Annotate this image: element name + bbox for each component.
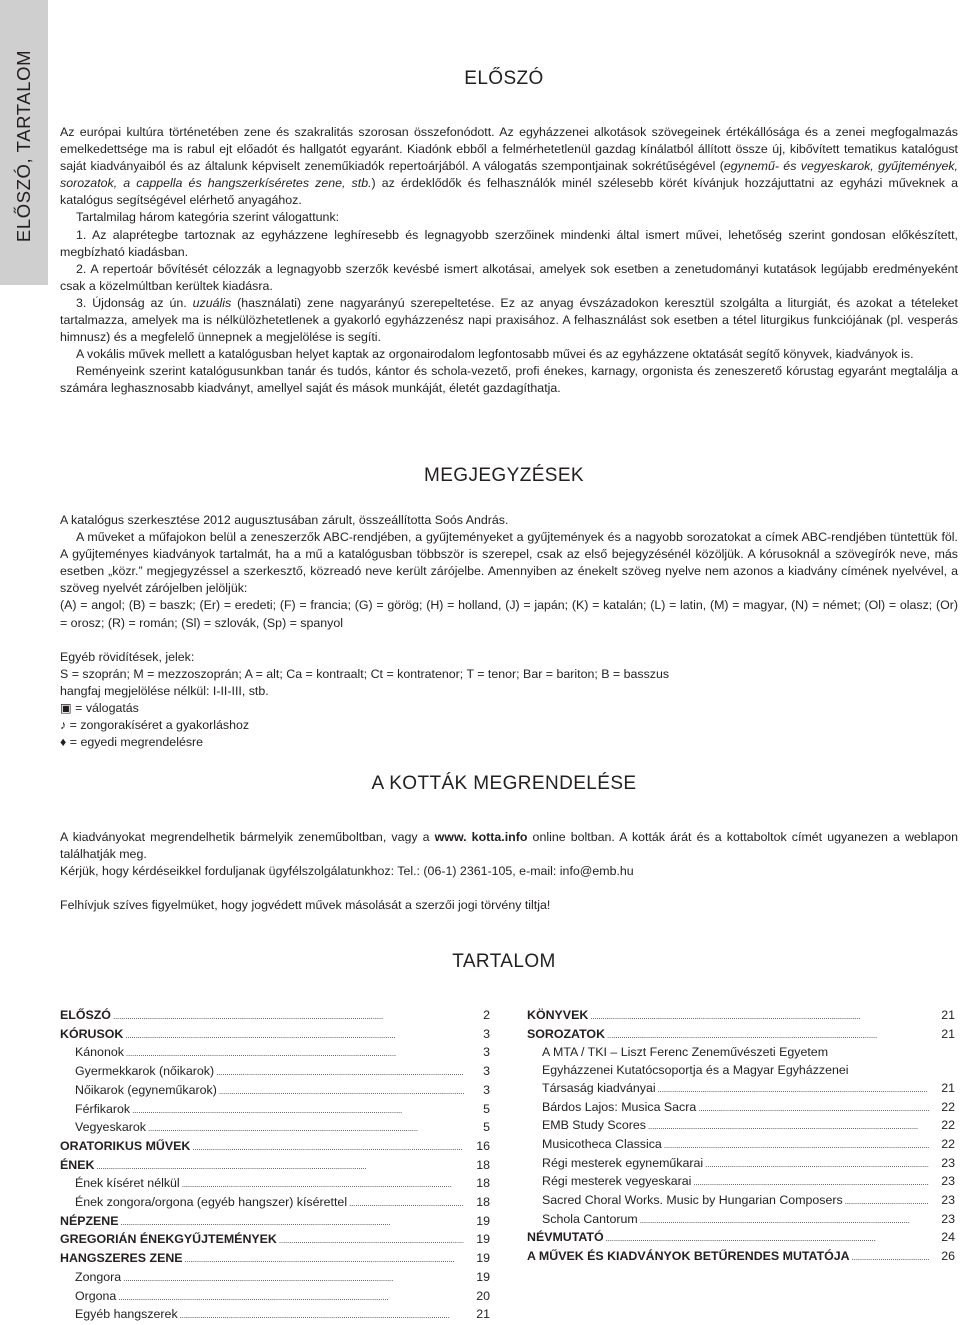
toc-page-number: 19 — [476, 1251, 490, 1266]
toc-entry-label: Gyermekkarok (nőikarok) — [75, 1064, 215, 1079]
megjegyzesek-heading: MEGJEGYZÉSEK — [423, 465, 584, 486]
toc-entry-label: KÖNYVEK — [527, 1008, 589, 1022]
notes-paragraph: hangfaj megjelölése nélkül: I-II-III, stb. — [60, 683, 269, 698]
toc-page-number: 22 — [941, 1118, 955, 1133]
toc-page-number: 26 — [941, 1249, 955, 1264]
toc-entry[interactable] — [527, 1007, 955, 1026]
toc-leader-dots — [664, 1136, 929, 1155]
eloszo-paragraph: Reményeink szerint katalógusunkban tanár és tudós, kántor és schola-vezető, profi énekes, karnagy, orgonista és zeneszerető kórustag egyaránt megtalálja a számára leghasznosabb kiadványt, amellyel saját és mások munkáját, életét gazdagíthatja. — [60, 364, 958, 396]
toc-page-number: 19 — [476, 1213, 490, 1228]
eloszo-paragraph: 1. Az alaprétegbe tartoznak az egyházzene leghíresebb és legnagyobb szerzőinek mindenki által ismert művei, lehetőség szerint gondosan előkészített, megbízható kiadásban. — [60, 227, 958, 259]
toc-page-number: 5 — [483, 1101, 490, 1116]
toc-entry-label: EMB Study Scores — [542, 1118, 646, 1133]
toc-leader-dots — [640, 1211, 929, 1230]
section-tab-label: ELŐSZÓ, TARTALOM — [13, 49, 34, 243]
toc-page-number: 22 — [941, 1099, 955, 1114]
toc-entry-label: Bárdos Lajos: Musica Sacra — [542, 1099, 697, 1114]
toc-entry-label: Régi mesterek vegyeskarai — [542, 1174, 692, 1189]
contact-paragraph: Kérjük, hogy kérdéseikkel forduljanak ügyfélszolgálatunkhoz: Tel.: (06-1) 2361-105, e-mail: info@emb.hu — [60, 864, 634, 879]
rendeles-body — [60, 829, 958, 914]
copyright-notice: Felhívjuk szíves figyelmüket, hogy jogvédett művek másolását a szerzői jogi törvény tiltja! — [60, 898, 551, 913]
toc-entry-label: GREGORIÁN ÉNEKGYŰJTEMÉNYEK — [60, 1232, 277, 1247]
toc-leader-dots — [118, 1288, 464, 1307]
toc-leader-dots — [126, 1044, 464, 1063]
toc-entry-label: SOROZATOK — [527, 1026, 606, 1041]
toc-page-number: 19 — [476, 1232, 490, 1247]
toc-entry[interactable] — [60, 1063, 490, 1082]
eloszo-paragraph: A vokális művek mellett a katalógusban helyet kaptak az orgonairodalom legfontosabb művei és az egyházzene oktatását segítő könyvek, kiadványok is. — [76, 347, 914, 362]
toc-leader-dots — [693, 1173, 929, 1192]
toc-leader-dots — [606, 1229, 929, 1248]
toc-leader-dots — [96, 1157, 464, 1176]
toc-leader-dots — [590, 1007, 929, 1026]
toc-entry[interactable] — [60, 1101, 490, 1120]
toc-entry[interactable] — [527, 1173, 955, 1192]
toc-page-number: 21 — [476, 1307, 490, 1322]
toc-leader-dots — [648, 1117, 929, 1136]
notes-paragraph: Egyéb rövidítések, jelek: — [60, 649, 195, 664]
order-paragraph: A kiadványokat megrendelhetik bármelyik zeneműboltban, vagy a www. kotta.info online boltban. A kották árát és a kottaboltok címét ugyanezen a weblapon találhatják meg. — [60, 830, 959, 862]
toc-entry[interactable] — [60, 1269, 490, 1288]
toc-entry-label: NÉVMUTATÓ — [527, 1230, 604, 1245]
toc-entry[interactable] — [527, 1229, 955, 1248]
toc-entry-label: Sacred Choral Works. Music by Hungarian Composers — [542, 1193, 843, 1208]
toc-entry[interactable] — [60, 1119, 490, 1138]
toc-leader-dots — [113, 1007, 464, 1026]
toc-entry[interactable] — [60, 1026, 490, 1045]
toc-entry-label: Ének zongora/orgona (egyéb hangszer) kísérettel — [75, 1195, 348, 1210]
toc-entry-label: A MŰVEK ÉS KIADVÁNYOK BETŰRENDES MUTATÓJA — [527, 1249, 850, 1264]
toc-leader-dots — [123, 1269, 464, 1288]
toc-entry-label: Nőikarok (egyneműkarok) — [75, 1082, 217, 1097]
toc-entry-label: Orgona — [75, 1288, 117, 1303]
toc-entry-label: HANGSZERES ZENE — [60, 1251, 183, 1266]
toc-leader-dots — [607, 1026, 929, 1045]
toc-page-number: 2 — [483, 1008, 490, 1022]
toc-entry[interactable] — [527, 1211, 955, 1230]
toc-page-number: 23 — [941, 1193, 955, 1208]
symbol-legend: ▣ = válogatás — [60, 700, 139, 715]
toc-page-number: 23 — [941, 1155, 955, 1170]
toc-entry[interactable] — [527, 1099, 955, 1118]
toc-entry-label: Társaság kiadványai — [542, 1080, 656, 1095]
toc-page-number: 23 — [941, 1174, 955, 1189]
symbol-legend: ♦ = egyedi megrendelésre — [60, 735, 204, 750]
toc-entry[interactable] — [527, 1080, 955, 1099]
toc-entry[interactable] — [60, 1082, 490, 1101]
toc-leader-dots — [845, 1192, 929, 1211]
eloszo-paragraph: Az európai kultúra történetében zene és szakralitás szorosan összefonódott. Az egyházzenei alkotások szövegeinek értékállósága és a zenei megfogalmazás emelkedettsége ma is rabul ejt előadót és hallgatót egyaránt. Kiadónk ebből a felmérhetetlenül gazdag kínálatból állított össze új, kibővített tematikus katalógust saját kiadványaiból és az általunk képviselt zeneműkiadók repertoárjából. A válogatás szempontjainak sokrétűségével (egynemű- és vegyeskarok, gyűjtemények, sorozatok, a cappella és hangszerkíséretes zene, stb.) az érdeklődők és felhasználók minél szélesebb körét kívánjuk hozzájuttatni az egyházi műveknek a katalógus segítségével elérhető anyagához. — [60, 125, 958, 208]
toc-page-number: 21 — [941, 1080, 955, 1095]
toc-page-number: 16 — [476, 1138, 490, 1153]
toc-page-number: 3 — [483, 1045, 490, 1060]
toc-page-number: 21 — [941, 1026, 955, 1041]
toc-leader-dots — [852, 1248, 929, 1267]
toc-page-number: 22 — [941, 1136, 955, 1151]
toc-leader-dots — [705, 1155, 929, 1174]
toc-page-number: 5 — [483, 1120, 490, 1135]
shop-link[interactable]: www. kotta.info — [434, 830, 528, 844]
toc-page-number: 24 — [941, 1230, 955, 1245]
toc-entry-label: Ének kíséret nélkül — [75, 1176, 180, 1191]
toc-entry-label: ÉNEK — [60, 1157, 95, 1172]
toc-entry[interactable] — [60, 1157, 490, 1176]
toc-entry-label: Schola Cantorum — [542, 1211, 638, 1226]
toc-entry-label: KÓRUSOK — [60, 1026, 124, 1041]
toc-leader-dots — [219, 1082, 464, 1101]
language-codes: (A) = angol; (B) = baszk; (Er) = eredeti; (F) = francia; (G) = görög; (H) = holland, (J) = japán; (K) = katalán; (L) = latin, (M) = magyar, (N) = német; (Ol) = olasz; (Or) = orosz; (R) = román; (Sl) = szlovák, (Sp) = spanyol — [60, 598, 958, 630]
toc-entry[interactable] — [60, 1288, 490, 1307]
toc-page-number: 3 — [483, 1064, 490, 1079]
toc-entry-label: Kánonok — [75, 1045, 124, 1060]
notes-paragraph: A katalógus szerkesztése 2012 augusztusában zárult, összeállította Soós András. — [60, 513, 509, 527]
toc-page-number: 3 — [483, 1082, 490, 1097]
toc-leader-dots — [185, 1250, 464, 1269]
toc-entry[interactable] — [527, 1192, 955, 1211]
tartalom-heading: TARTALOM — [452, 951, 556, 972]
toc-right-column — [527, 1007, 955, 1267]
toc-entry-label: A MTA / TKI – Liszt Ferenc Zeneművészeti Egyetem — [542, 1045, 829, 1060]
toc-page-number: 20 — [476, 1288, 490, 1303]
toc-entry[interactable] — [60, 1138, 490, 1157]
toc-entry-label: ELŐSZÓ — [60, 1008, 111, 1022]
eloszo-heading: ELŐSZÓ — [464, 68, 544, 89]
toc-entry-label: Musicotheca Classica — [542, 1136, 662, 1151]
toc-entry-label: Régi mesterek egyneműkarai — [542, 1155, 704, 1170]
toc-leader-dots — [279, 1231, 464, 1250]
symbol-legend: ♪ = zongorakíséret a gyakorláshoz — [60, 718, 250, 733]
toc-page-number: 19 — [476, 1269, 490, 1284]
toc-entry[interactable] — [527, 1155, 955, 1174]
toc-entry-label: Férfikarok — [75, 1101, 131, 1116]
toc-leader-dots — [180, 1306, 464, 1325]
toc-leader-dots — [182, 1175, 464, 1194]
toc-entry[interactable] — [527, 1044, 955, 1062]
rendeles-heading: A KOTTÁK MEGRENDELÉSE — [371, 773, 637, 794]
toc-entry[interactable] — [60, 1007, 490, 1026]
voice-abbreviations: S = szoprán; M = mezzoszoprán; A = alt; Ca = kontraalt; Ct = kontratenor; T = tenor; Bar = bariton; B = basszus — [60, 666, 670, 681]
toc-entry-label: Egyéb hangszerek — [75, 1307, 178, 1322]
toc-entry[interactable] — [60, 1306, 490, 1325]
toc-entry[interactable] — [60, 1175, 490, 1194]
toc-entry[interactable] — [60, 1044, 490, 1063]
toc-leader-dots — [121, 1213, 464, 1232]
note-icon: ♪ — [60, 718, 67, 733]
eloszo-paragraph: 3. Újdonság az ún. uzuális (használati) zene nagyarányú szerepeltetése. Ez az anyag évszázadokon keresztül szolgálta a liturgiát, és azokat a tételeket tartalmazza, amelyek ma is nélkülözhetetlenek a gyakorló egyházzenész napi praxisához. A felhasználást sok esetben a tétel liturgikus funkciójának (pl. vesperás himnusz) és a megfelelő ünnepnek a megjelölése is segíti. — [60, 295, 958, 345]
megjegyzesek-body — [60, 512, 958, 751]
toc-leader-dots — [192, 1138, 464, 1157]
toc-entry-label: Zongora — [75, 1269, 122, 1284]
toc-leader-dots — [216, 1063, 464, 1082]
toc-page-number: 21 — [941, 1008, 955, 1022]
toc-entry[interactable] — [60, 1250, 490, 1269]
toc-leader-dots — [148, 1119, 464, 1138]
toc-entry-label: Egyházzenei Kutatócsoportja és a Magyar Egyházzenei — [542, 1063, 849, 1078]
diamond-icon: ♦ — [60, 735, 67, 750]
toc-leader-dots — [132, 1101, 464, 1120]
toc-leader-dots — [658, 1080, 929, 1099]
toc-page-number: 23 — [941, 1211, 955, 1226]
toc-entry[interactable] — [527, 1136, 955, 1155]
toc-entry[interactable] — [527, 1026, 955, 1045]
toc-entry-label: NÉPZENE — [60, 1213, 119, 1228]
selection-icon: ▣ — [60, 700, 72, 715]
notes-paragraph: A műveket a műfajokon belül a zeneszerzők ABC-rendjében, a gyűjteményeket a gyűjtemények és a nagyobb sorozatokat a címek ABC-rendjében tüntettük föl. A gyűjteményes kiadványok tartalmát, ha a mű a katalógusban többször is szerepel, csak az első bejegyzésénél közöljük. A kórusoknál a szövegírók neve, más esetben „közr.” megjegyzéssel a szerkesztő, közreadó neve került zárójelbe. Amennyiben az énekelt szöveg nyelve nem azonos a kiadvány címének nyelvével, a szöveg nyelvét zárójelben jelöljük: — [60, 530, 958, 596]
toc-page-number: 18 — [476, 1157, 490, 1172]
eloszo-body — [60, 124, 958, 398]
toc-entry[interactable] — [527, 1117, 955, 1136]
toc-leader-dots — [698, 1099, 929, 1118]
toc-entry[interactable] — [60, 1231, 490, 1250]
toc-leader-dots — [125, 1026, 464, 1045]
toc-page-number: 18 — [476, 1176, 490, 1191]
eloszo-paragraph: 2. A repertoár bővítését célozzák a legnagyobb szerzők kevésbé ismert alkotásai, amelyek sok esetben a zenetudományi kutatások legújabb eredményeként csak a közelmúltban kerültek kiadásra. — [60, 261, 958, 293]
toc-left-column — [60, 1007, 490, 1325]
toc-entry[interactable] — [527, 1062, 955, 1080]
toc-page-number: 18 — [476, 1195, 490, 1210]
toc-entry[interactable] — [60, 1194, 490, 1213]
toc-entry-label: ORATORIKUS MŰVEK — [60, 1138, 191, 1153]
toc-entry-label: Vegyeskarok — [75, 1120, 146, 1135]
toc-entry[interactable] — [60, 1213, 490, 1232]
eloszo-paragraph: Tartalmilag három kategória szerint válogattunk: — [76, 210, 340, 225]
toc-leader-dots — [349, 1194, 464, 1213]
toc-entry[interactable] — [527, 1248, 955, 1267]
toc-page-number: 3 — [483, 1026, 490, 1041]
section-tab — [0, 0, 48, 285]
